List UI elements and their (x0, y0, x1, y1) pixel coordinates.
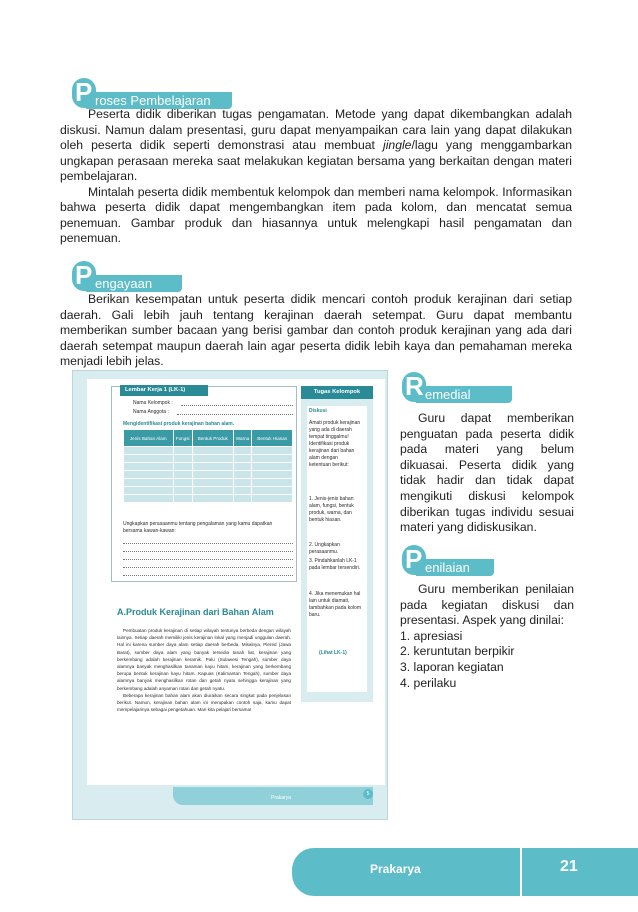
task-item: 3. Pindahkanlah LK-1 pada lembar tersendiri. (309, 558, 361, 571)
header-cap-letter: P (75, 77, 93, 107)
feelings-line (123, 551, 293, 552)
list-item: 2. keruntutan berpikir (400, 644, 515, 659)
footer-book-title: Prakarya (370, 862, 421, 876)
task-intro: Amati produk kerajinan yang ada di daerah tempat tinggalmu! Identifikasi produk kerajinan dari bahan alam dengan ketentuan berikut: (309, 420, 361, 468)
header-cap-letter: P (405, 544, 423, 574)
pengayaan-paragraph: Berikan kesempatan untuk peserta didik mencari contoh produk kerajinan dari setiap daerah. Gali lebih jauh tentang kerajinan daerah setempat. Guru dapat membantu memberikan sumber bacaan yang berisi gambar dan contoh produk kerajinan yang ada dari daerah setempat maupun daerah lain agar peserta didik lebih kaya dan pemahaman mereka menjadi lebih jelas. (60, 292, 572, 368)
footer-bar (292, 848, 638, 896)
remedial-text (400, 411, 574, 536)
section-header-pengayaan (72, 261, 182, 295)
table-row (124, 471, 293, 479)
table-header: Warna (233, 430, 252, 447)
penilaian-intro: Guru memberikan penilaian pada kegiatan diskusi dan presentasi. Aspek yang dinilai: (400, 582, 574, 628)
header-cap-letter: R (405, 371, 424, 401)
table-row (124, 495, 293, 503)
list-item: 1. apresiasi (400, 628, 463, 643)
group-name-line (181, 405, 293, 406)
header-title: engayaan (95, 276, 153, 291)
footer-page-number: 21 (560, 858, 578, 875)
header-title: emedial (425, 387, 471, 402)
worksheet-title: Lembar Kerja 1 (LK-1) (120, 385, 208, 396)
proses-paragraph-2: Mintalah peserta didik membentuk kelompok dan memberi nama kelompok. Informasikan bahwa peserta didik dapat mengembangkan item pada kolom, dan mencatat semua penemuan. Gambar produk dan hiasannya untuk melengkapi hasil pengamatan dan penemuan. (60, 184, 572, 245)
group-task-title: Tugas Kelompok (301, 386, 373, 399)
table-row (124, 479, 293, 487)
remedial-paragraph: Guru dapat memberikan penguatan pada peserta didik pada materi yang belum dikuasai. Peserta didik yang tidak hadir dan tidak dapat mengikuti diskusi kelompok diberikan tugas individu sesuai materi yang didiskusikan. (400, 411, 574, 535)
proses-text (60, 107, 572, 247)
table-header: Bentuk Hiasan (252, 430, 293, 447)
table-row (124, 447, 293, 455)
task-item: 1. Jenis-jenis bahan alam, fungsi, bentuk produk, warna, dan bentuk hiasan. (309, 496, 354, 523)
members-label: Nama Anggota : (133, 409, 169, 415)
penilaian-text (400, 582, 574, 691)
feelings-line (123, 567, 293, 568)
table-header: Bentuk Produk (192, 430, 233, 447)
worksheet-table (123, 429, 293, 503)
feelings-line (123, 575, 293, 576)
table-row (124, 463, 293, 471)
header-title: enilaian (425, 560, 470, 575)
proses-paragraph-1: Peserta didik diberikan tugas pengamatan. Metode yang dapat dikembangkan adalah diskusi. Namun dalam presentasi, guru dapat menyampaikan cara lain yang dapat dilakukan oleh peserta didik seperti demonstrasi atau membuat jingle/lagu yang menggambarkan ungkapan perasaan mereka saat melakukan kegiatan bersama yang berkaitan dengan materi pembelajaran. (60, 107, 572, 183)
list-item: 3. laporan kegiatan (400, 659, 504, 674)
header-title: roses Pembelajaran (95, 93, 211, 108)
table-row (124, 455, 293, 463)
group-task-body (307, 406, 367, 692)
table-row (124, 487, 293, 495)
book-section-title: A.Produk Kerajinan dari Bahan Alam (117, 607, 274, 617)
header-cap-letter: P (75, 260, 93, 290)
feelings-prompt: Ungkapkan perasaanmu tentang pengalaman yang kamu dapatkan bersama kawan-kawan: (123, 521, 273, 534)
footer-divider (520, 848, 522, 896)
book-footer-label: Prakarya (271, 795, 292, 801)
table-header: Fungsi (173, 430, 192, 447)
list-item: 4. perilaku (400, 675, 457, 690)
group-name-label: Nama Kelompok : (133, 400, 173, 406)
book-page-number: 5 (363, 789, 373, 799)
section-header-remedial (402, 372, 512, 406)
feelings-line (123, 559, 293, 560)
see-worksheet: (Lihat LK-1) (319, 650, 347, 656)
discussion-label: Diskusi (309, 408, 327, 414)
book-section-text: Pembuatan produk kerajinan di setiap wilayah tentunya berbeda dengan wilayah lainnya. Setiap daerah memiliki jenis kerajinan lokal yang menjadi unggulan daerah. Hal ini karena sumber daya alam setiap daerah berbeda. Misalnya, Plered (Jawa Barat), sumber daya alam yang banyak tersedia tanah liat, kerajinan yang berkembang adalah kerajinan keramik. Palu (Sulawesi Tengah), sumber daya alamnya banyak menghasilkan tanaman kayu hitam, kerajinan yang berkembang berupa bentuk kerajinan kayu hitam. Kapuas (Kalimantan Tengah), sumber daya alamnya banyak menghasilkan rotan dan getah nyatu sehingga kerajinan yang berkembang adalah anyaman rotan dan getah nyatu. Beberapa kerajinan bahan alam akan diuraikan secara singkat pada penjelasan berikut. Namun, kerajinan bahan alam ini merupakan contoh saja, kamu dapat mempelajarinya sebagai pengetahuan. Mari kita pelajari bersama! (117, 628, 291, 713)
table-header: Jenis Bahan Alam (124, 430, 174, 447)
task-item: 4. Jika menemukan hal lain untuk diamati, tambahkan pada kolom baru. (309, 591, 361, 618)
task-item: 2. Ungkapkan perasaanmu. (309, 542, 340, 555)
pengayaan-text (60, 292, 572, 370)
feelings-line (123, 543, 293, 544)
student-book-excerpt (72, 370, 388, 820)
group-task-panel (301, 386, 373, 702)
section-header-penilaian (402, 545, 494, 579)
identify-label: Mengidentifikasi produk kerajinan bahan alam. (123, 421, 235, 427)
members-line (177, 414, 293, 415)
